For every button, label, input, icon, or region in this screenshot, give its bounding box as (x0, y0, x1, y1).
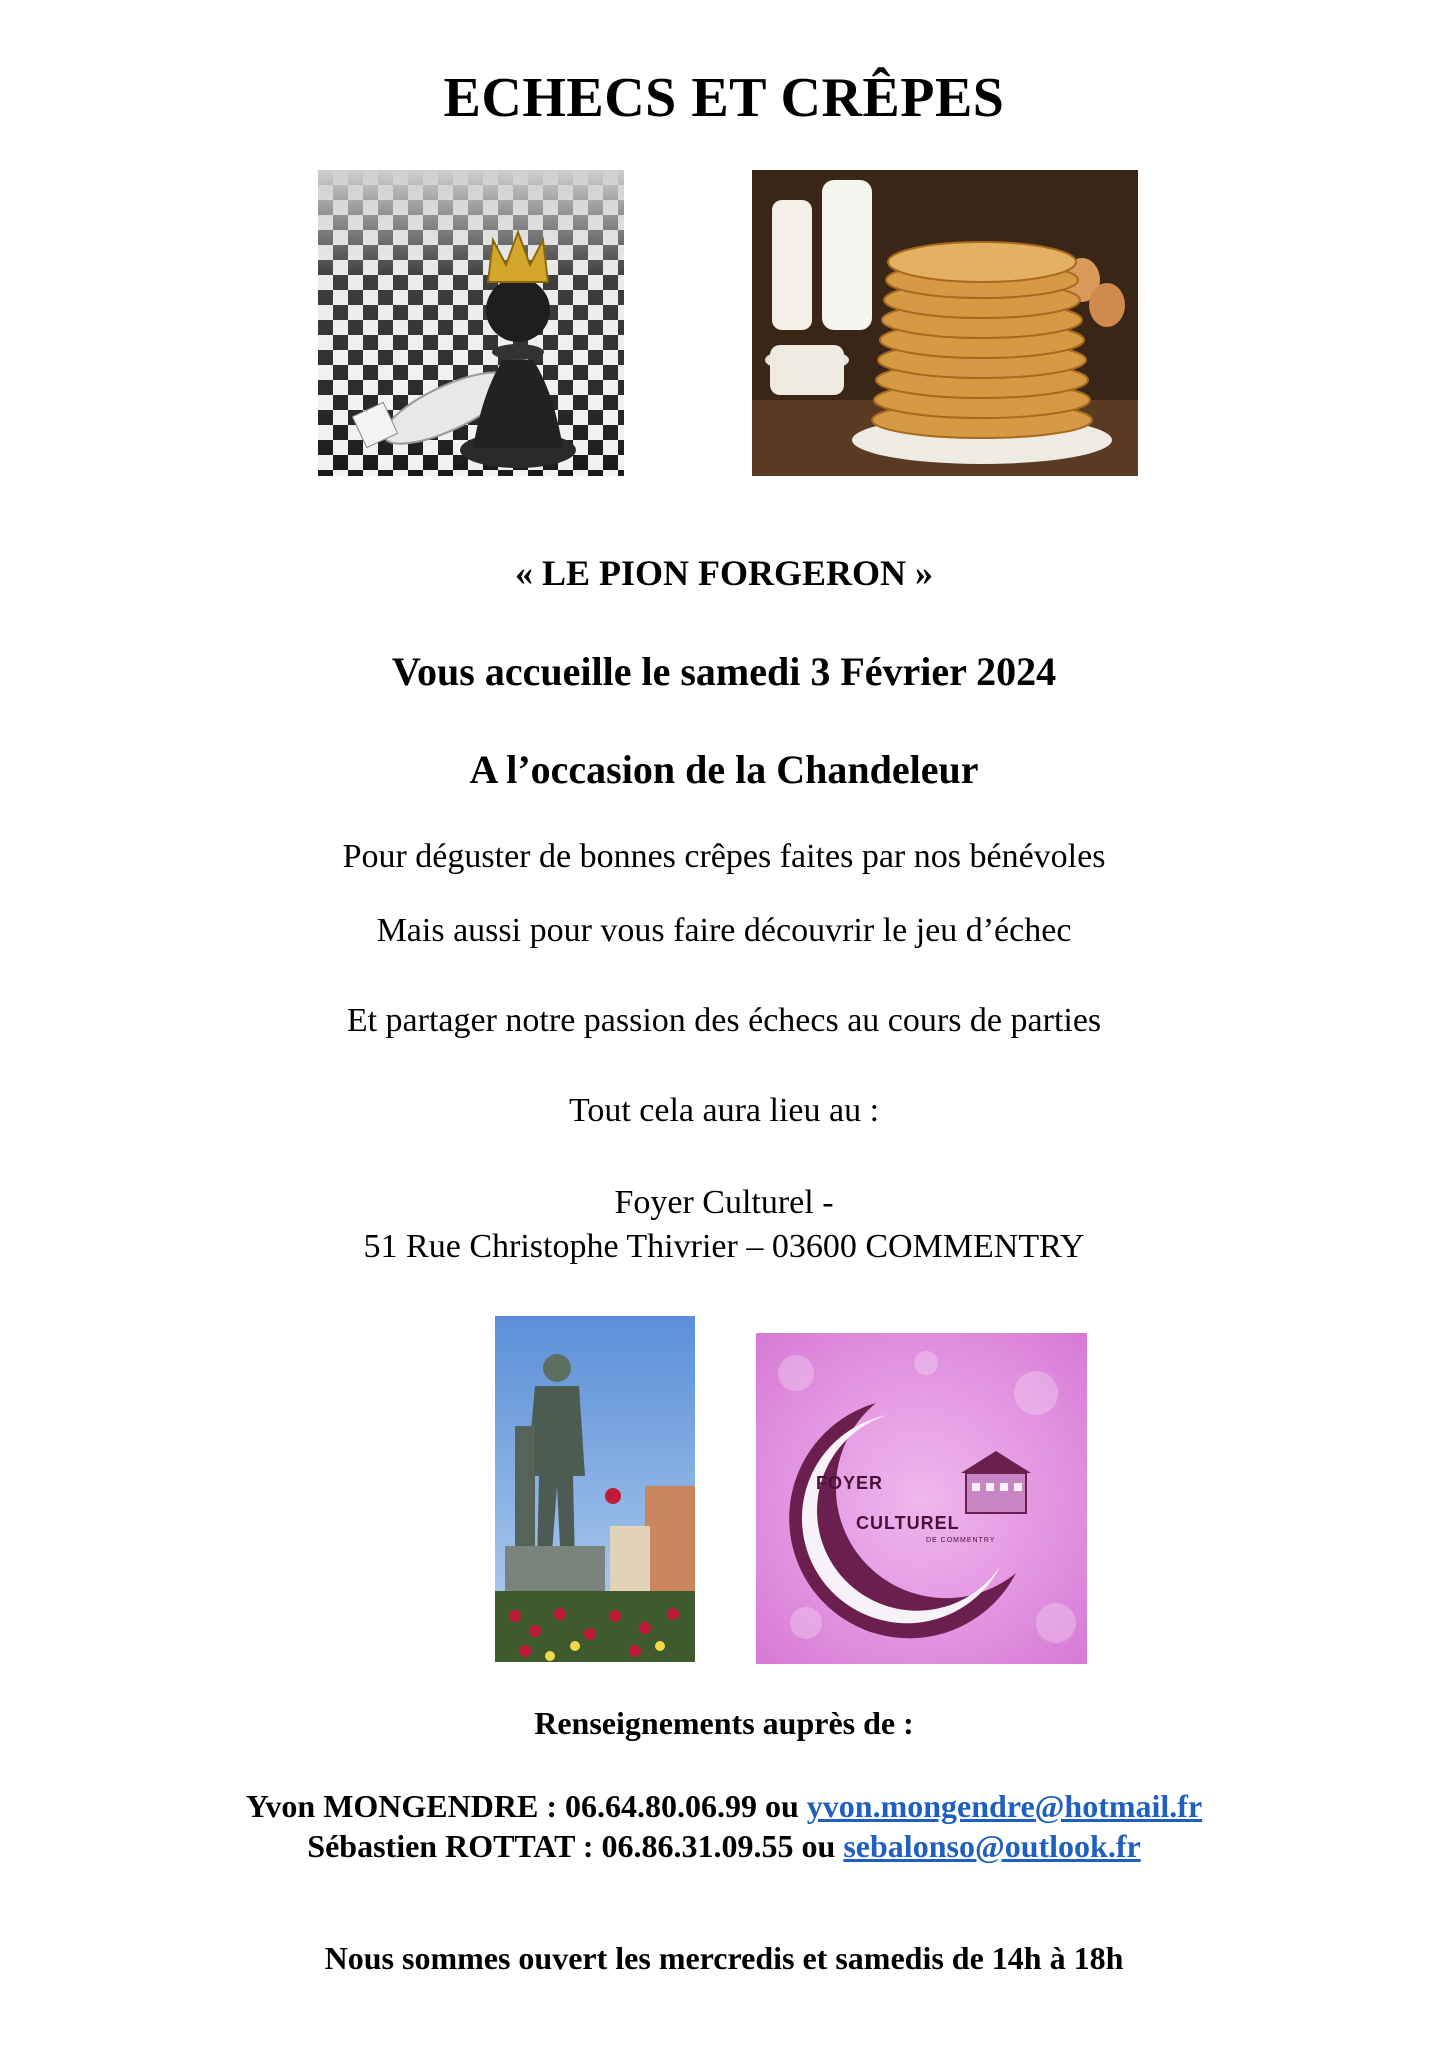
info-title: Renseignements auprès de : (534, 1705, 914, 1741)
foyer-logo-illustration (756, 1333, 1087, 1664)
chess-illustration (318, 170, 624, 476)
contact-name-phone: Yvon MONGENDRE : 06.64.80.06.99 ou (245, 1788, 807, 1824)
contact-line (0, 1788, 1448, 1825)
description-line: Tout cela aura lieu au : (568, 1092, 880, 1129)
description-line: Et partager notre passion des échecs au cours de parties (346, 1002, 1102, 1039)
crepes-illustration (752, 170, 1138, 476)
description-line: Pour déguster de bonnes crêpes faites par nos bénévoles (342, 838, 1106, 875)
crepes-image (752, 170, 1138, 476)
foyer-culturel-logo (756, 1333, 1087, 1664)
statue-photo (495, 1316, 695, 1662)
event-date-heading: Vous accueille le samedi 3 Février 2024 (391, 649, 1057, 694)
occasion-heading: A l’occasion de la Chandeleur (469, 747, 979, 792)
logo-foyer-text: FOYER (816, 1473, 884, 1493)
venue-name: Foyer Culturel - (614, 1184, 834, 1221)
chess-pieces-image (318, 170, 624, 476)
page-title: ECHECS ET CRÊPES (443, 67, 1005, 129)
statue-illustration (495, 1316, 695, 1662)
opening-hours: Nous sommes ouvert les mercredis et samedis de 14h à 18h (324, 1940, 1124, 1976)
contact-name-phone: Sébastien ROTTAT : 06.86.31.09.55 ou (307, 1828, 844, 1864)
club-name: « LE PION FORGERON » (514, 553, 934, 593)
logo-culturel-text: CULTUREL (856, 1513, 960, 1533)
contact-email-link[interactable]: sebalonso@outlook.fr (843, 1828, 1141, 1864)
contact-line (0, 1828, 1448, 1865)
description-line: Mais aussi pour vous faire découvrir le jeu d’échec (376, 912, 1072, 949)
venue-address: 51 Rue Christophe Thivrier – 03600 COMMENTRY (363, 1228, 1085, 1265)
logo-small-text: DE COMMENTRY (926, 1537, 996, 1544)
contact-email-link[interactable]: yvon.mongendre@hotmail.fr (806, 1788, 1203, 1824)
